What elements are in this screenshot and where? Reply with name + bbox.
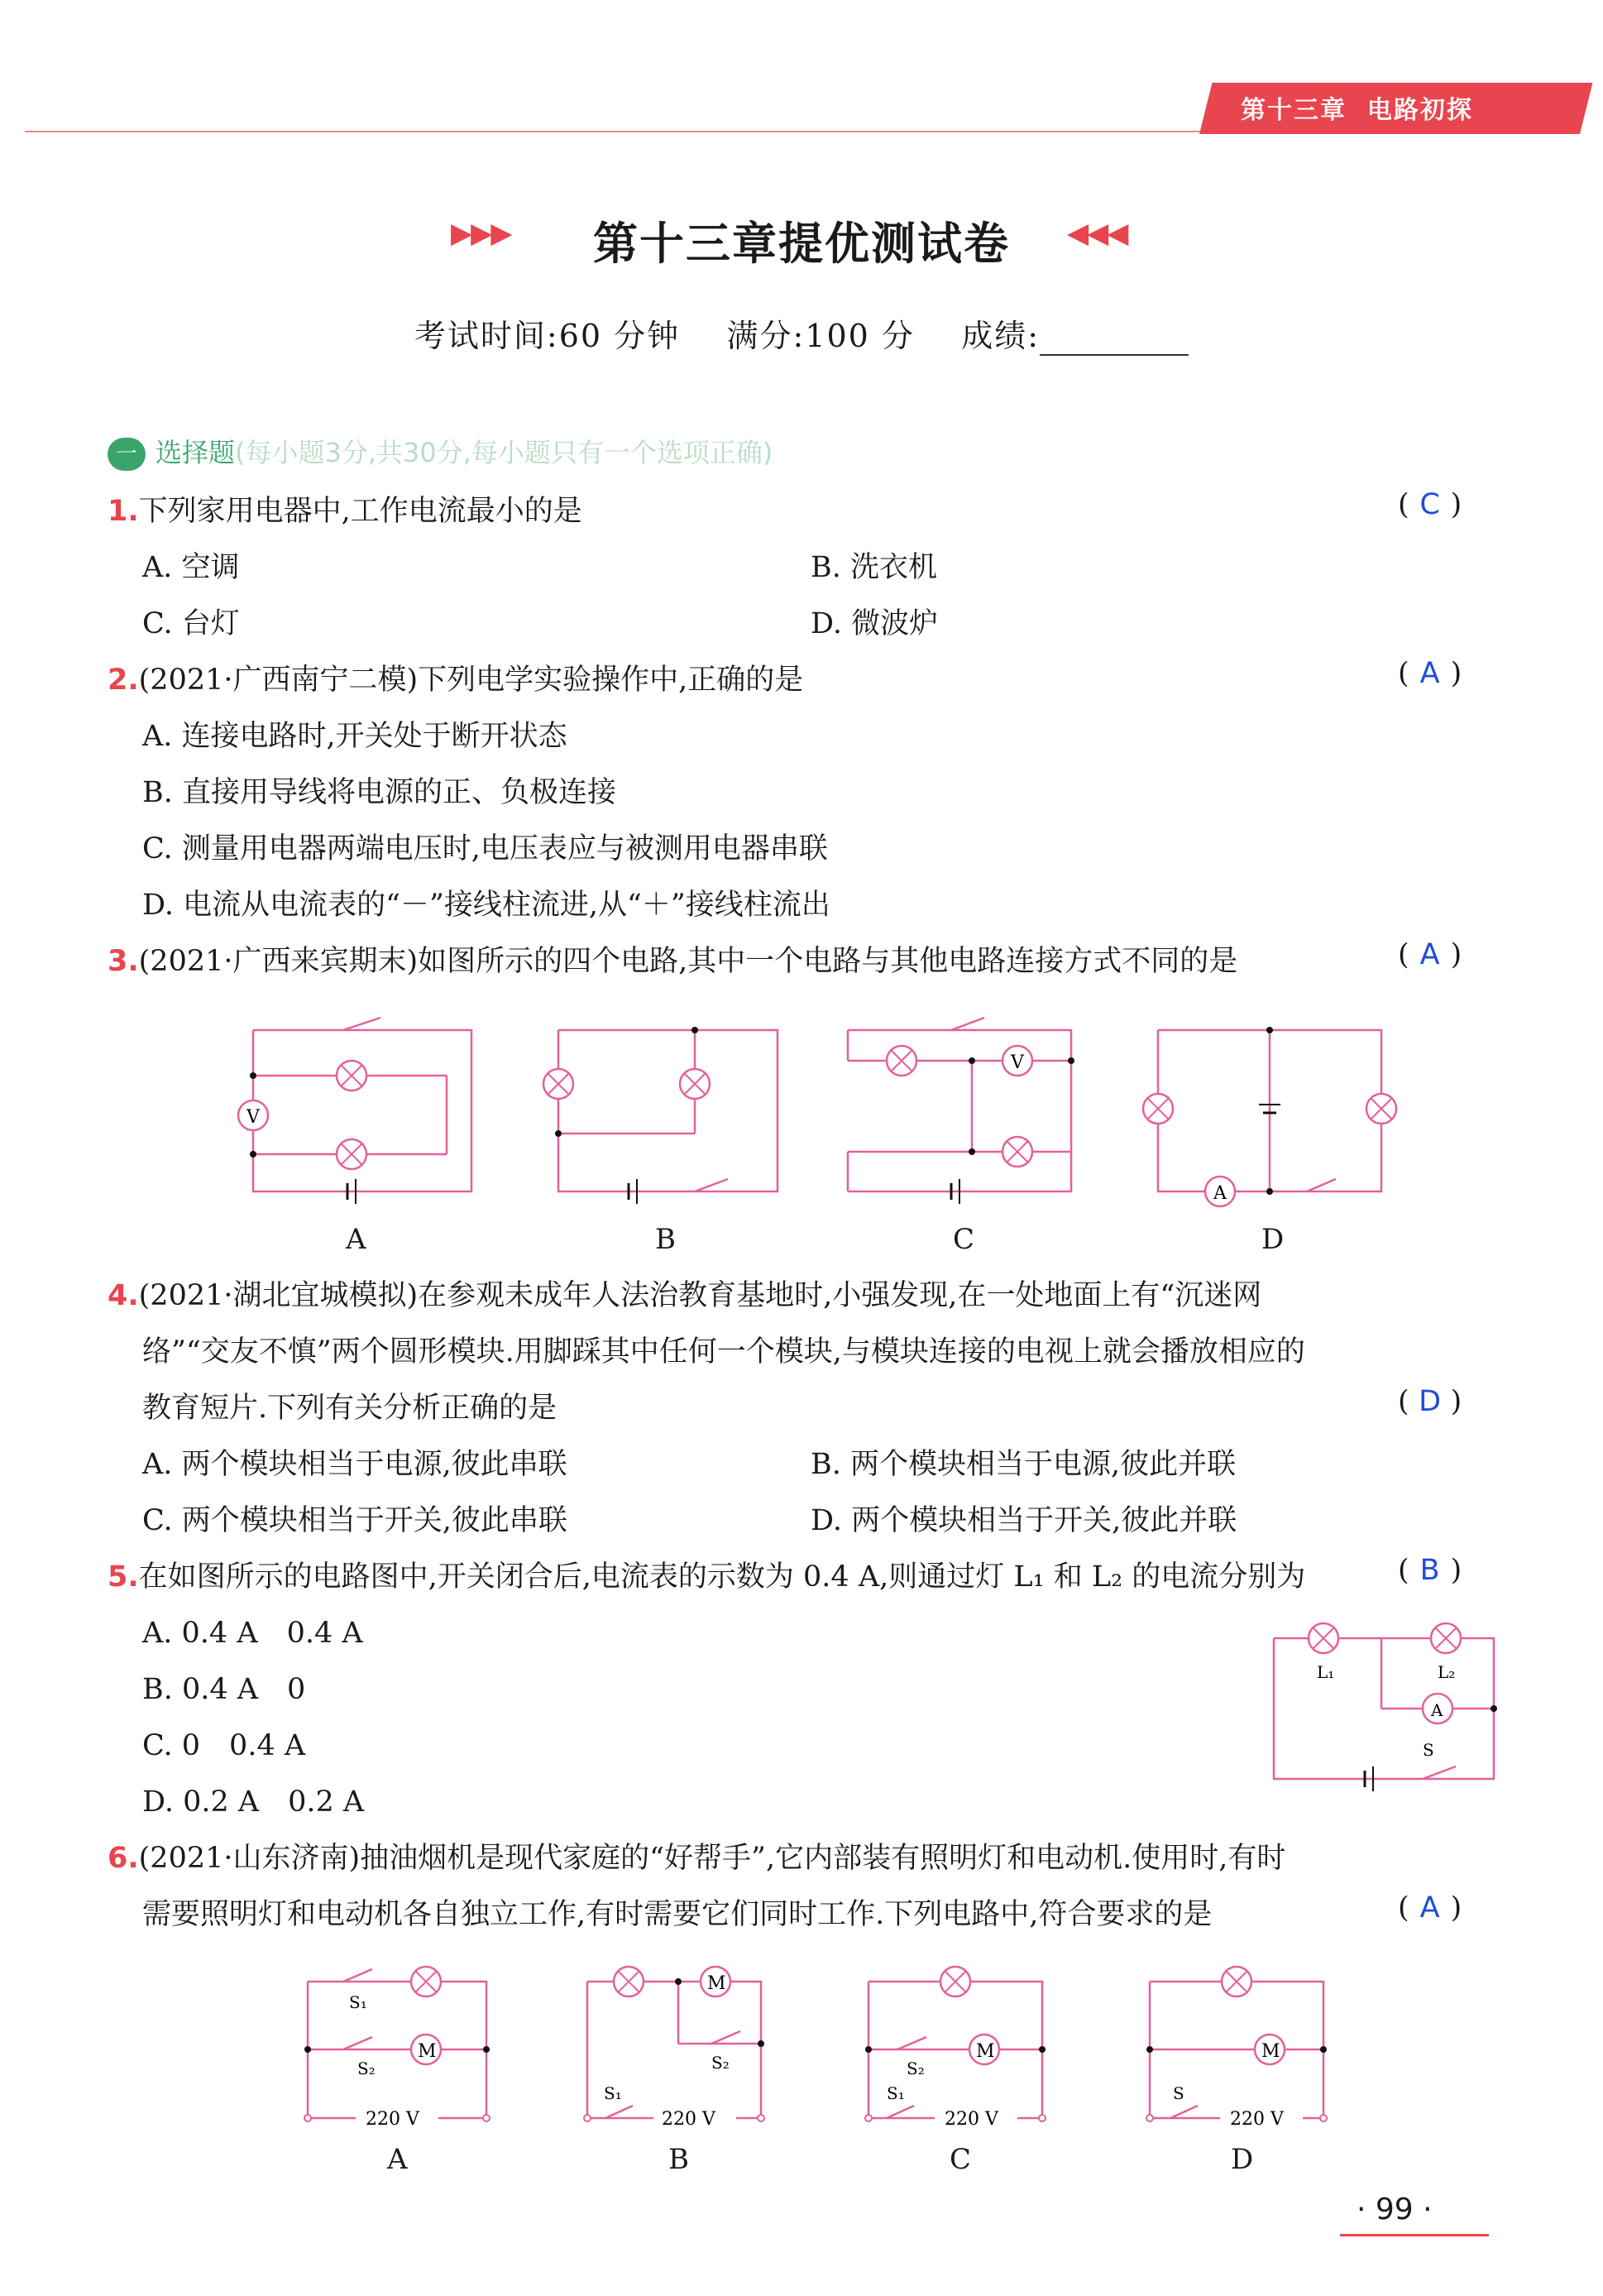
- option: C. 台灯: [142, 607, 240, 640]
- question-text: 在如图所示的电路图中,开关闭合后,电流表的示数为 0.4 A,则通过灯 L₁ 和 L₂ 的电流分别为: [138, 1560, 1306, 1594]
- question-text: 络”“交友不慎”两个圆形模块.用脚踩其中任何一个模块,与模块连接的电视上就会播放相应的: [142, 1335, 1305, 1368]
- page-title: 第十三章提优测试卷: [593, 218, 1010, 270]
- exam-full-score: 满分:100 分: [726, 318, 915, 354]
- figure-caption: B: [655, 1223, 676, 1256]
- option: A. 连接电路时,开关处于断开状态: [142, 720, 567, 753]
- question-text: 需要照明灯和电动机各自独立工作,有时需要它们同时工作.下列电路中,符合要求的是: [142, 1898, 1213, 1931]
- q3-circuit-figure: [223, 1009, 1431, 1258]
- figure-caption: A: [346, 1223, 366, 1256]
- exam-info: [0, 310, 1603, 356]
- question-text: (2021·湖北宜城模拟)在参观未成年人法治教育基地时,小强发现,在一处地面上有“沉迷网: [138, 1279, 1262, 1312]
- switch-label: S: [1173, 2083, 1184, 2103]
- chapter-topic: 电路初探: [1366, 96, 1473, 125]
- lamp-l2-label: L₂: [1438, 1662, 1456, 1682]
- voltage-label: 220 V: [662, 2109, 715, 2130]
- answer-6: ( A ): [1398, 1891, 1462, 1925]
- answer-1: ( C ): [1398, 488, 1462, 521]
- switch-label: S₂: [907, 2059, 925, 2078]
- circuit-d: [1143, 1027, 1396, 1206]
- question-number: 1.: [108, 495, 139, 528]
- option: D. 微波炉: [811, 607, 939, 640]
- question-text: 下列家用电器中,工作电流最小的是: [138, 495, 582, 528]
- question-3: [108, 938, 1237, 980]
- section-heading: [108, 432, 773, 471]
- answer-value: A: [1419, 657, 1440, 690]
- answer-4: ( D ): [1398, 1385, 1462, 1418]
- circuit-c: [848, 1018, 1074, 1204]
- option: D. 两个模块相当于开关,彼此并联: [811, 1504, 1237, 1537]
- question-text: (2021·广西来宾期末)如图所示的四个电路,其中一个电路与其他电路连接方式不同的是: [138, 945, 1238, 978]
- answer-value: D: [1419, 1385, 1442, 1418]
- option: C. 两个模块相当于开关,彼此串联: [142, 1504, 567, 1537]
- switch-label: S₂: [711, 2053, 730, 2073]
- option: D. 电流从电流表的“－”接线柱流进,从“＋”接线柱流出: [142, 889, 830, 922]
- q5-circuit-figure: [1257, 1613, 1505, 1795]
- svg-text:V: V: [1011, 1052, 1024, 1073]
- motor-label: M: [418, 2041, 437, 2062]
- page-number: · 99 ·: [1357, 2193, 1433, 2226]
- circuit-d: [1146, 1967, 1327, 2131]
- exam-time: 考试时间:60 分钟: [414, 318, 681, 354]
- answer-value: B: [1419, 1554, 1440, 1587]
- page-number-rule: [1340, 2234, 1489, 2236]
- question-6: [108, 1835, 1285, 1877]
- section-title: 选择题: [156, 437, 236, 468]
- answer-5: ( B ): [1398, 1554, 1462, 1587]
- chapter-label: 第十三章: [1241, 96, 1347, 125]
- question-number: 2.: [108, 664, 139, 697]
- figure-caption: C: [950, 2143, 972, 2176]
- answer-3: ( A ): [1398, 938, 1462, 971]
- question-2: [108, 657, 803, 698]
- section-badge: 一: [108, 438, 146, 471]
- chapter-header: [1241, 89, 1473, 126]
- switch-label: S: [1423, 1740, 1434, 1760]
- circuit-b: [584, 1967, 764, 2131]
- circuit-a: [238, 1018, 471, 1204]
- question-5: [108, 1554, 1305, 1595]
- answer-value: A: [1419, 1891, 1440, 1925]
- switch-label: S₁: [604, 2083, 622, 2103]
- voltage-label: 220 V: [366, 2109, 419, 2130]
- circuit-c: [865, 1967, 1046, 2131]
- option: B. 两个模块相当于电源,彼此并联: [811, 1448, 1237, 1481]
- circuit-a: [304, 1967, 490, 2131]
- score-blank[interactable]: [1040, 329, 1189, 356]
- figure-caption: D: [1261, 1223, 1285, 1256]
- motor-label: M: [976, 2041, 995, 2062]
- question-number: 6.: [108, 1842, 139, 1875]
- question-number: 5.: [108, 1560, 139, 1594]
- option: A. 空调: [142, 551, 240, 584]
- lamp-l1-label: L₁: [1317, 1662, 1335, 1682]
- switch-label: S₂: [357, 2059, 376, 2078]
- question-number: 3.: [108, 945, 139, 978]
- answer-value: C: [1419, 488, 1440, 521]
- option: D. 0.2 A 0.2 A: [142, 1786, 365, 1819]
- switch-label: S₁: [887, 2083, 905, 2103]
- figure-caption: A: [387, 2143, 408, 2176]
- circuit-b: [543, 1027, 778, 1204]
- option: B. 0.4 A 0: [142, 1673, 306, 1706]
- option: B. 直接用导线将电源的正、负极连接: [142, 776, 616, 809]
- header-rule: [25, 131, 1208, 132]
- question-1: [108, 488, 582, 530]
- q6-circuit-figure: [298, 1948, 1373, 2131]
- svg-text:V: V: [246, 1107, 260, 1128]
- title-arrows-right-icon: ◀◀◀: [1067, 217, 1127, 250]
- answer-value: A: [1419, 938, 1440, 971]
- ammeter-label: A: [1431, 1700, 1443, 1720]
- question-text: 教育短片.下列有关分析正确的是: [142, 1392, 557, 1425]
- figure-caption: D: [1231, 2143, 1254, 2176]
- voltage-label: 220 V: [945, 2109, 998, 2130]
- figure-caption: B: [668, 2143, 689, 2176]
- option: C. 测量用电器两端电压时,电压表应与被测用电器串联: [142, 832, 828, 865]
- title-arrows-left-icon: ▶▶▶: [451, 217, 511, 250]
- answer-2: ( A ): [1398, 657, 1462, 690]
- question-text: (2021·山东济南)抽油烟机是现代家庭的“好帮手”,它内部装有照明灯和电动机.使用时,有时: [138, 1842, 1286, 1875]
- motor-label: M: [1261, 2041, 1280, 2062]
- option: B. 洗衣机: [811, 551, 937, 584]
- option: A. 两个模块相当于电源,彼此串联: [142, 1448, 567, 1481]
- switch-label: S₁: [349, 1992, 367, 2012]
- exam-score-label: 成绩:: [961, 318, 1041, 354]
- option: C. 0 0.4 A: [142, 1729, 306, 1762]
- motor-label: M: [707, 1973, 726, 1994]
- section-note: (每小题3分,共30分,每小题只有一个选项正确): [235, 437, 773, 468]
- figure-caption: C: [953, 1223, 975, 1256]
- question-4: [108, 1273, 1261, 1314]
- question-number: 4.: [108, 1279, 139, 1312]
- svg-text:A: A: [1213, 1183, 1227, 1204]
- voltage-label: 220 V: [1230, 2109, 1284, 2130]
- option: A. 0.4 A 0.4 A: [142, 1617, 363, 1650]
- question-text: (2021·广西南宁二模)下列电学实验操作中,正确的是: [138, 664, 804, 697]
